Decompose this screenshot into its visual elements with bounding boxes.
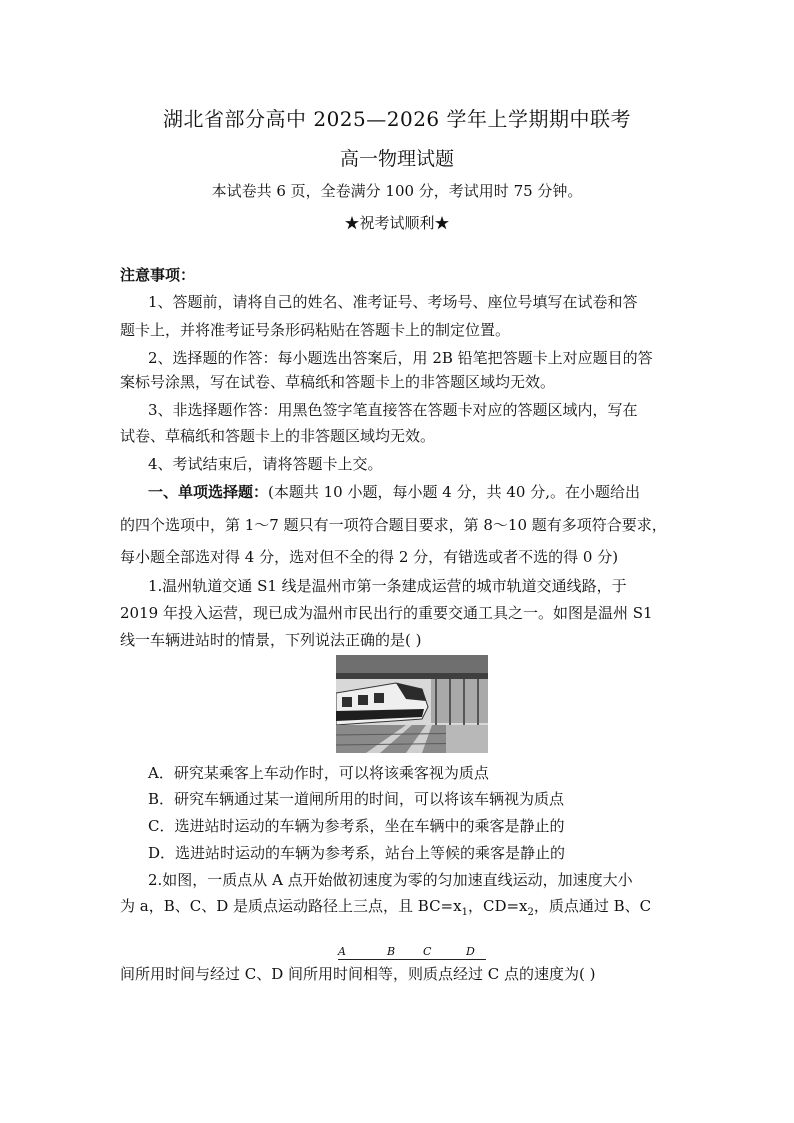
note-2-line-1: 2、选择题的作答：每小题选出答案后，用 2B 铅笔把答题卡上对应题目的答: [148, 349, 653, 367]
point-c-label: C: [423, 945, 432, 958]
section1-intro-text: (本题共 10 小题，每小题 4 分，共 40 分,。在小题给出: [268, 483, 640, 501]
exam-title: 湖北省部分高中 2025—2026 学年上学期期中联考: [162, 107, 631, 131]
point-b-label: B: [387, 945, 396, 958]
point-d-label: D: [466, 945, 475, 958]
q2-stem-line-1: 2.如图，一质点从 A 点开始做初速度为零的匀加速直线运动，加速度大小: [148, 871, 633, 889]
note-1-line-1: 1、答题前，请将自己的姓名、准考证号、考场号、座位号填写在试卷和答: [148, 293, 638, 311]
q2-stem-part-a: 为 a，B、C、D 是质点运动路径上三点，且 BC=x: [120, 897, 462, 915]
section1-heading: 一、单项选择题：: [148, 483, 269, 501]
note-3-line-2: 试卷、草稿纸和答题卡上的非答题区域均无效。: [120, 427, 436, 445]
q2-sub-1: 1: [461, 907, 468, 918]
q2-stem-part-b: ，CD=x: [467, 897, 528, 915]
exam-subtitle: 高一物理试题: [339, 148, 454, 170]
q2-stem-line-3: 间所用时间与经过 C、D 间所用时间相等，则质点经过 C 点的速度为( ): [120, 965, 596, 983]
motion-path-line: [338, 959, 486, 960]
point-a-label: A: [338, 945, 346, 958]
exam-info: 本试卷共 6 页，全卷满分 100 分，考试用时 75 分钟。: [211, 182, 583, 200]
section1-intro-line-1: [148, 482, 640, 502]
note-4: 4、考试结束后，请将答题卡上交。: [148, 455, 383, 473]
note-1-line-2: 题卡上，并将准考证号条形码粘贴在答题卡上的制定位置。: [120, 321, 511, 339]
notes-heading: 注意事项：: [120, 266, 196, 284]
q2-stem-line-2: [120, 896, 651, 923]
section1-intro-line-3: 每小题全部选对得 4 分，选对但不全的得 2 分，有错选或者不选的得 0 分): [120, 548, 619, 566]
q1-option-d: D．选进站时运动的车辆为参考系，站台上等候的乘客是静止的: [148, 844, 566, 862]
q1-option-a: A．研究某乘客上车动作时，可以将该乘客视为质点: [148, 764, 489, 782]
train-photo: [336, 655, 488, 753]
q2-sub-2: 2: [527, 907, 534, 918]
q1-option-b: B．研究车辆通过某一道闸所用的时间，可以将该车辆视为质点: [148, 790, 565, 808]
q1-stem-line-2: 2019 年投入运营，现已成为温州市民出行的重要交通工具之一。如图是温州 S1: [120, 604, 653, 622]
q1-option-c: C．选进站时运动的车辆为参考系，坐在车辆中的乘客是静止的: [148, 817, 565, 835]
q2-stem-part-c: ，质点通过 B、C: [533, 897, 652, 915]
section1-intro-line-2: 的四个选项中，第 1～7 题只有一项符合题目要求，第 8～10 题有多项符合要求，: [120, 516, 667, 534]
note-2-line-2: 案标号涂黑，写在试卷、草稿纸和答题卡上的非答题区域均无效。: [120, 373, 556, 391]
q1-stem-line-1: 1.温州轨道交通 S1 线是温州市第一条建成运营的城市轨道交通线路，于: [148, 577, 627, 595]
exam-wish: ★祝考试顺利★: [344, 214, 450, 232]
train-station-illustration: [336, 655, 488, 753]
q1-stem-line-3: 线一车辆进站时的情景，下列说法正确的是( ): [120, 631, 422, 649]
note-3-line-1: 3、非选择题作答：用黑色签字笔直接答在答题卡对应的答题区域内，写在: [148, 401, 638, 419]
